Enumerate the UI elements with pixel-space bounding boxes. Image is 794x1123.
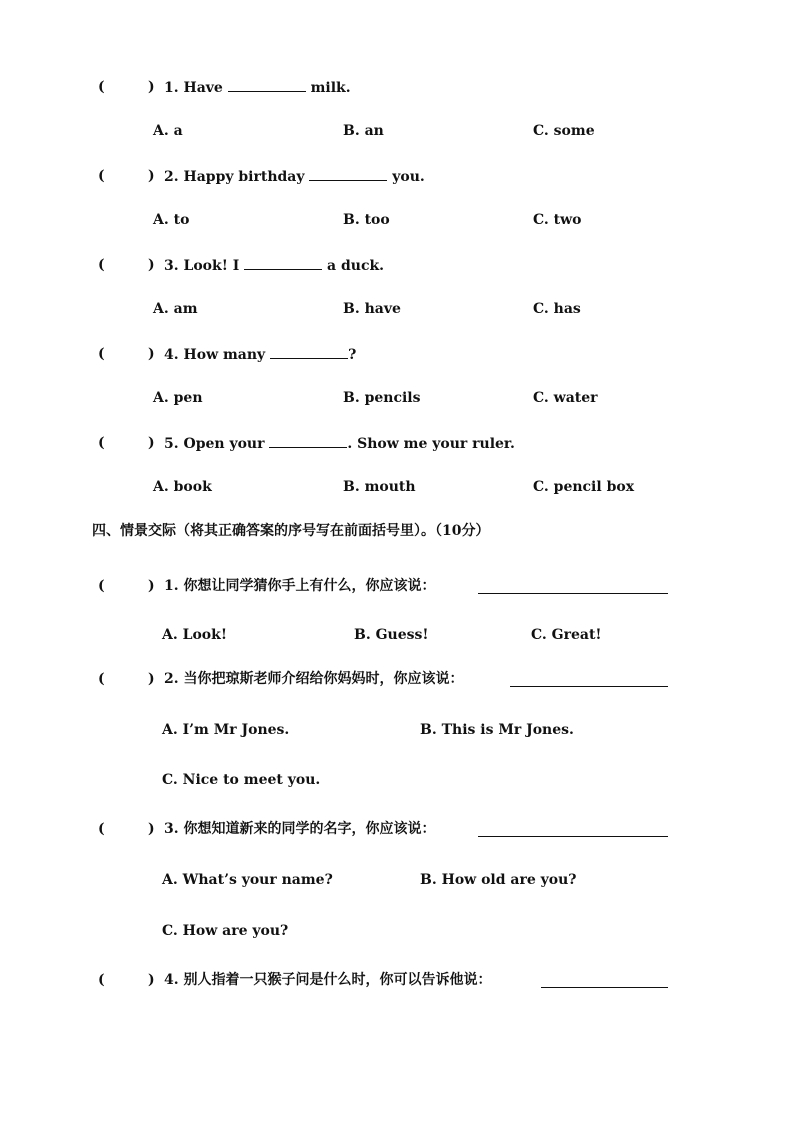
question-number: 3 xyxy=(164,258,174,274)
option-c: C. has xyxy=(533,301,581,317)
answer-paren-close: ) xyxy=(148,346,155,362)
answer-line[interactable] xyxy=(541,986,668,988)
answer-paren-close: ) xyxy=(148,671,155,687)
option-a: A. a xyxy=(153,123,183,139)
answer-paren-close: ) xyxy=(148,972,155,988)
answer-paren-close: ) xyxy=(148,79,155,95)
question-prompt: 你想知道新来的同学的名字，你应该说： xyxy=(183,821,436,837)
fill-blank[interactable] xyxy=(269,433,347,448)
option-a: A. What’s your name? xyxy=(162,872,333,888)
question-number: 4 xyxy=(164,347,174,363)
question-text-after: a duck. xyxy=(327,258,385,274)
question-text-after: ? xyxy=(348,347,357,363)
answer-paren-open: ( xyxy=(98,435,105,451)
answer-line[interactable] xyxy=(510,685,668,687)
answer-paren-close: ) xyxy=(148,257,155,273)
option-a: A. to xyxy=(153,212,190,228)
answer-paren-open: ( xyxy=(98,578,105,594)
answer-paren-open: ( xyxy=(98,257,105,273)
option-c: C. water xyxy=(533,390,598,406)
question-number: 3 xyxy=(164,821,174,837)
answer-paren-close: ) xyxy=(148,821,155,837)
option-a: A. pen xyxy=(153,390,203,406)
option-a: A. I’m Mr Jones. xyxy=(162,722,290,738)
question-prompt: 当你把琼斯老师介绍给你妈妈时，你应该说： xyxy=(183,671,464,687)
option-b: B. too xyxy=(343,212,390,228)
fill-blank[interactable] xyxy=(309,166,387,181)
answer-paren-close: ) xyxy=(148,578,155,594)
answer-paren-close: ) xyxy=(148,435,155,451)
option-a: A. book xyxy=(153,479,212,495)
answer-paren-close: ) xyxy=(148,168,155,184)
question-number: 2 xyxy=(164,671,174,687)
question-number: 5 xyxy=(164,436,174,452)
answer-paren-open: ( xyxy=(98,671,105,687)
option-b: B. an xyxy=(343,123,384,139)
fill-blank[interactable] xyxy=(270,344,348,359)
option-a: A. Look! xyxy=(162,627,227,643)
option-b: B. mouth xyxy=(343,479,416,495)
question-number: 1 xyxy=(164,578,174,594)
question-text-before: How many xyxy=(183,347,266,363)
answer-paren-open: ( xyxy=(98,821,105,837)
option-b: B. How old are you? xyxy=(420,872,577,888)
question-text-before: Open your xyxy=(183,436,265,452)
question-prompt: 别人指着一只猴子问是什么时，你可以告诉他说： xyxy=(183,972,492,988)
section-title: 四、情景交际（将其正确答案的序号写在前面括号里）。（10分） xyxy=(92,523,490,539)
fill-blank[interactable] xyxy=(244,255,322,270)
question-text-before: Happy birthday xyxy=(183,169,305,185)
option-b: B. pencils xyxy=(343,390,421,406)
option-c: C. two xyxy=(533,212,582,228)
answer-line[interactable] xyxy=(478,835,668,837)
question-prompt: 你想让同学猜你手上有什么，你应该说： xyxy=(183,578,436,594)
fill-blank[interactable] xyxy=(228,77,306,92)
option-a: A. am xyxy=(153,301,198,317)
question-text-after: milk. xyxy=(310,80,351,96)
option-c: C. pencil box xyxy=(533,479,635,495)
option-b: B. Guess! xyxy=(354,627,429,643)
answer-paren-open: ( xyxy=(98,972,105,988)
question-number: 4 xyxy=(164,972,174,988)
answer-paren-open: ( xyxy=(98,79,105,95)
answer-paren-open: ( xyxy=(98,168,105,184)
option-b: B. This is Mr Jones. xyxy=(420,722,574,738)
option-c: C. How are you? xyxy=(162,923,289,939)
answer-line[interactable] xyxy=(478,592,668,594)
option-b: B. have xyxy=(343,301,401,317)
answer-paren-open: ( xyxy=(98,346,105,362)
question-text-after: . Show me your ruler. xyxy=(347,436,515,452)
option-c: C. some xyxy=(533,123,595,139)
question-number: 2 xyxy=(164,169,174,185)
question-text-after: you. xyxy=(392,169,425,185)
question-number: 1 xyxy=(164,80,174,96)
option-c: C. Nice to meet you. xyxy=(162,772,321,788)
question-text-before: Look! I xyxy=(183,258,240,274)
question-text-before: Have xyxy=(183,80,223,96)
option-c: C. Great! xyxy=(531,627,602,643)
